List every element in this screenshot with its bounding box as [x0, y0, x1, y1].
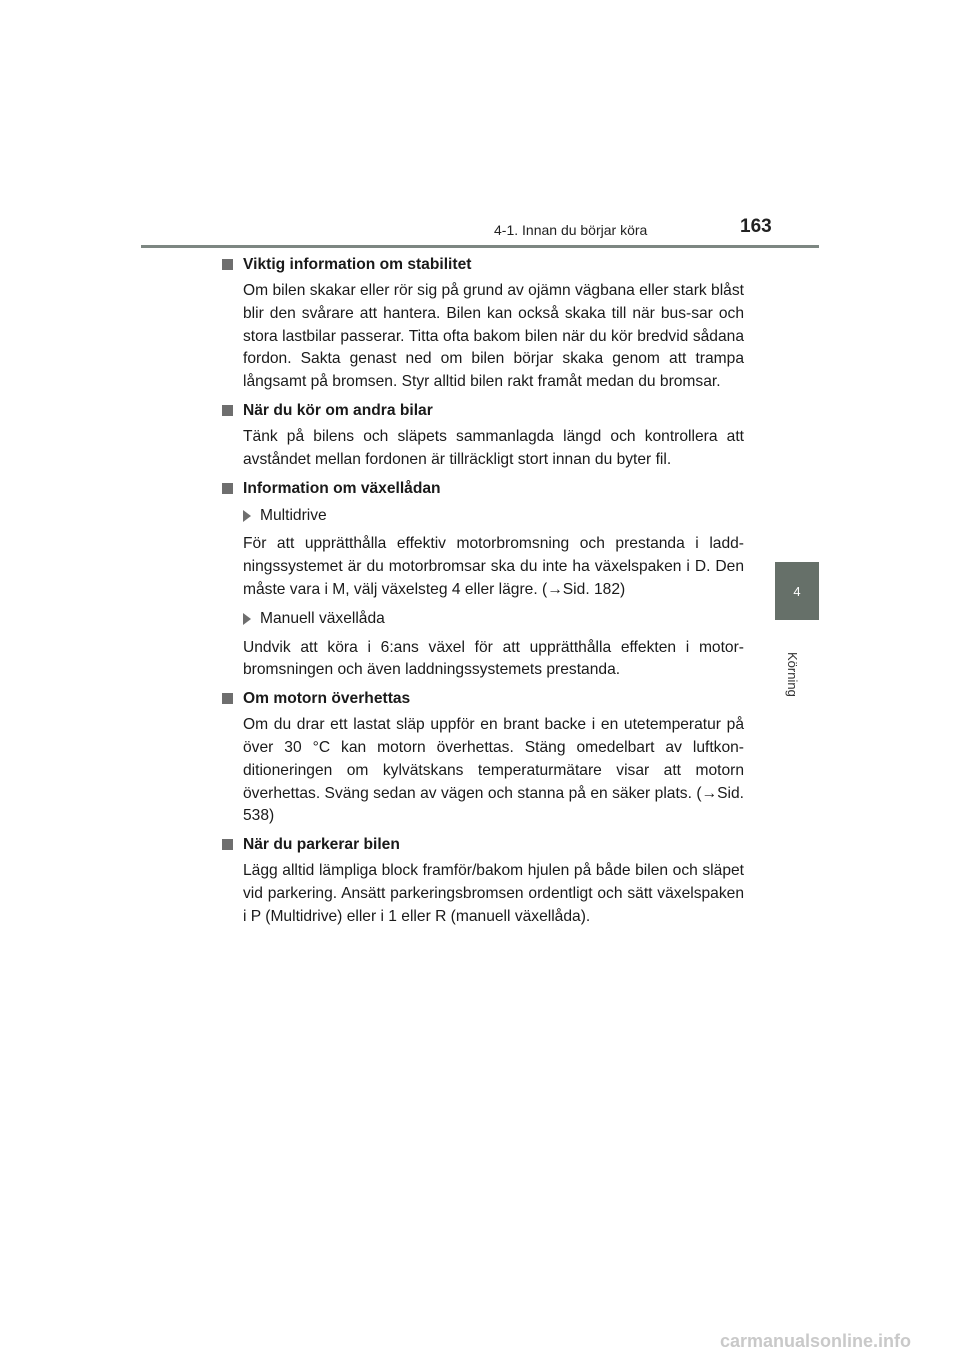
square-bullet-icon: [222, 483, 233, 494]
section-overtaking: [222, 400, 744, 472]
square-bullet-icon: [222, 259, 233, 270]
section-overheating: [222, 688, 744, 828]
subsection-title: Multidrive: [260, 506, 327, 524]
section-parking: [222, 834, 744, 928]
section-paragraph: Om bilen skakar eller rör sig på grund av ojämn vägbana eller stark blåst blir den svårare att hantera. Bilen kan också skaka till när bus-sar och stora lastbilar passerar. Titta ofta bakom bilen när du kör bredvid sådana fordon. Sakta genast ned om bilen börjar skaka genom att trampa långsamt på bromsen. Styr alltid bilen rakt framåt medan du bromsar.: [243, 282, 744, 391]
section-paragraph: Tänk på bilens och släpets sammanlagda längd och kontrollera att avståndet mellan fordonen är tillräckligt stort innan du byter fil.: [243, 427, 744, 468]
triangle-bullet-icon: [243, 510, 251, 522]
square-bullet-icon: [222, 839, 233, 850]
triangle-bullet-icon: [243, 613, 251, 625]
section-title: När du parkerar bilen: [243, 836, 400, 854]
section-paragraph: Undvik att köra i 6:ans växel för att upprätthålla effekten i motor-bromsningen och även laddningssystemets prestanda.: [243, 638, 744, 679]
section-title: Om motorn överhettas: [243, 690, 411, 708]
section-title: Viktig information om stabilitet: [243, 256, 472, 273]
page-content: [222, 254, 744, 935]
section-transmission: [222, 478, 744, 683]
section-paragraph: Om du drar ett lastat släp uppför en brant backe i en utetemperatur på över 30 °C kan motorn överhettas. Stäng omedelbart av luftkon-ditioneringen om kylvätskans temperaturmätare visar att motorn överhettas. Sväng sedan av vägen och stanna på en säker plats. (→Sid. 538): [243, 716, 744, 825]
section-stability: [222, 254, 744, 394]
chapter-label: Körning: [785, 652, 800, 697]
watermark: carmanualsonline.info: [720, 1331, 912, 1351]
chapter-number: 4: [793, 583, 801, 599]
running-header-section: 4-1. Innan du börjar köra: [494, 222, 648, 238]
section-paragraph: Lägg alltid lämpliga block framför/bakom hjulen på både bilen och släpet vid parkering. Ansätt parkeringsbromsen ordentligt och sätt växelspaken i P (Multidrive) eller i 1 eller R (manuell växellåda).: [243, 862, 744, 925]
page-number: 163: [740, 216, 772, 237]
square-bullet-icon: [222, 405, 233, 416]
section-paragraph: För att upprätthålla effektiv motorbromsning och prestanda i ladd-ningssystemet är du motorbromsar ska du inte ha växelspaken i D. Den måste vara i M, välj växelsteg 4 eller lägre. (→Sid. 182): [243, 535, 744, 598]
section-title: När du kör om andra bilar: [243, 401, 433, 419]
subsection-manual: [243, 608, 744, 631]
section-title: Information om växellådan: [243, 479, 441, 497]
chapter-tab[interactable]: [775, 562, 819, 620]
subsection-multidrive: [243, 505, 744, 528]
subsection-title: Manuell växellåda: [260, 609, 385, 627]
square-bullet-icon: [222, 693, 233, 704]
header-divider: [141, 245, 819, 248]
